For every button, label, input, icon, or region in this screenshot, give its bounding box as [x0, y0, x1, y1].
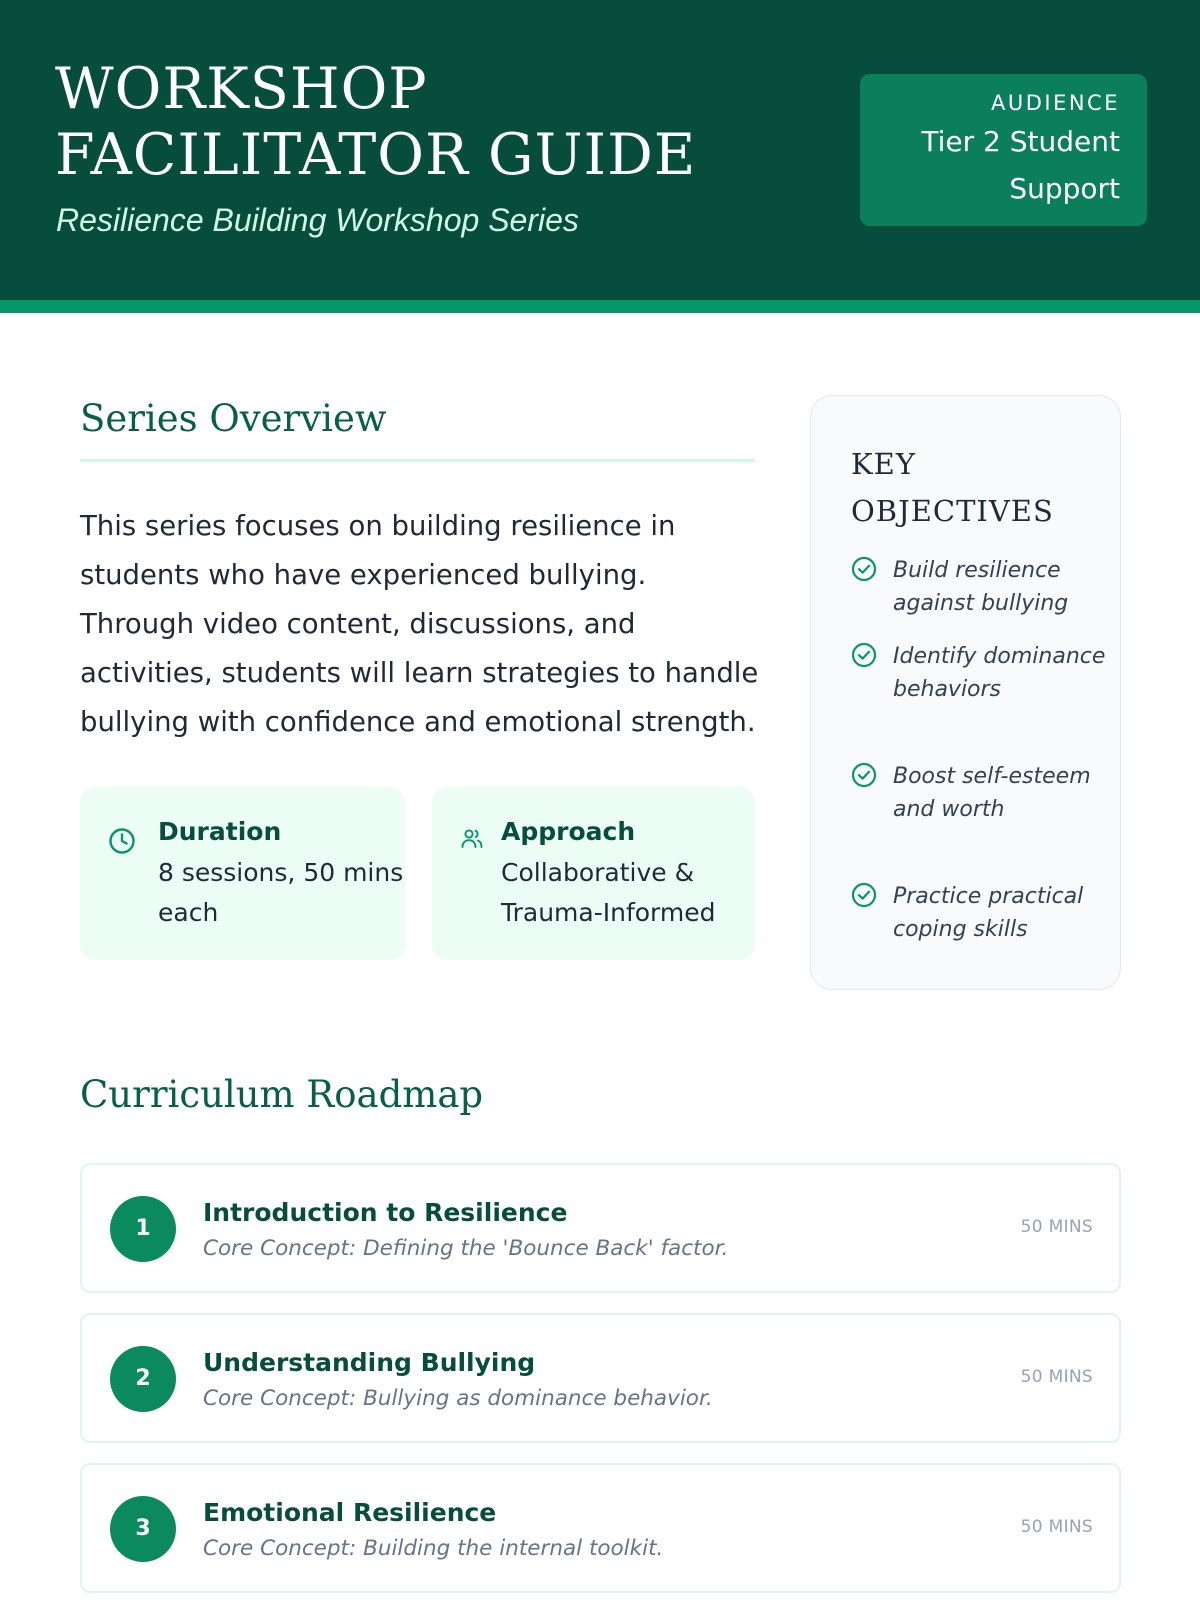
- audience-value: Tier 2 Student Support: [921, 125, 1120, 205]
- clock-icon: [108, 827, 136, 859]
- objective-text: Build resilience against bullying: [893, 558, 1069, 616]
- users-icon: [460, 827, 484, 855]
- approach-value: Collaborative & Trauma-Informed: [501, 858, 716, 927]
- objectives-heading: KEY OBJECTIVES: [851, 447, 1054, 528]
- check-circle-icon: [851, 642, 877, 672]
- key-objectives-panel: [810, 395, 1121, 990]
- session-concept: Core Concept: Defining the 'Bounce Back' factor.: [203, 1236, 729, 1261]
- session-title: Introduction to Resilience: [203, 1198, 568, 1227]
- series-overview-text: This series focuses on building resilience in students who have experienced bullying. Through video content, discussions, and activities, students will learn strategies to handle bullying with confidence and emotional strength.: [80, 510, 759, 738]
- session-title: Understanding Bullying: [203, 1348, 536, 1377]
- duration-label: Duration: [158, 817, 282, 846]
- session-title: Emotional Resilience: [203, 1498, 497, 1527]
- session-number-badge: 3: [110, 1496, 176, 1562]
- section-divider: [80, 459, 755, 462]
- session-card[interactable]: [80, 1313, 1121, 1443]
- check-circle-icon: [851, 882, 877, 912]
- objective-text: Boost self-esteem and worth: [893, 764, 1091, 822]
- approach-card: [432, 787, 755, 960]
- document-subtitle: Resilience Building Workshop Series: [56, 202, 579, 238]
- audience-label: AUDIENCE: [990, 91, 1120, 115]
- session-number-badge: 1: [110, 1196, 176, 1262]
- session-card[interactable]: [80, 1463, 1121, 1593]
- check-circle-icon: [851, 556, 877, 586]
- header-accent-stripe: [0, 300, 1200, 313]
- curriculum-roadmap-heading: Curriculum Roadmap: [80, 1073, 484, 1116]
- session-concept: Core Concept: Bullying as dominance behavior.: [203, 1386, 713, 1411]
- audience-badge: [860, 74, 1147, 226]
- check-circle-icon: [851, 762, 877, 792]
- objective-text: Identify dominance behaviors: [893, 644, 1106, 702]
- duration-card: [80, 787, 405, 960]
- session-duration: 50 MINS: [1020, 1367, 1093, 1387]
- approach-label: Approach: [501, 817, 636, 846]
- session-concept: Core Concept: Building the internal toolkit.: [203, 1536, 664, 1561]
- series-overview-heading: Series Overview: [80, 397, 387, 440]
- session-duration: 50 MINS: [1020, 1217, 1093, 1237]
- document-title: WORKSHOP FACILITATOR GUIDE: [55, 56, 697, 188]
- objective-text: Practice practical coping skills: [893, 884, 1084, 942]
- duration-value: 8 sessions, 50 mins each: [158, 858, 404, 927]
- page-header: [0, 0, 1200, 300]
- session-card[interactable]: [80, 1163, 1121, 1293]
- session-duration: 50 MINS: [1020, 1517, 1093, 1537]
- session-number-badge: 2: [110, 1346, 176, 1412]
